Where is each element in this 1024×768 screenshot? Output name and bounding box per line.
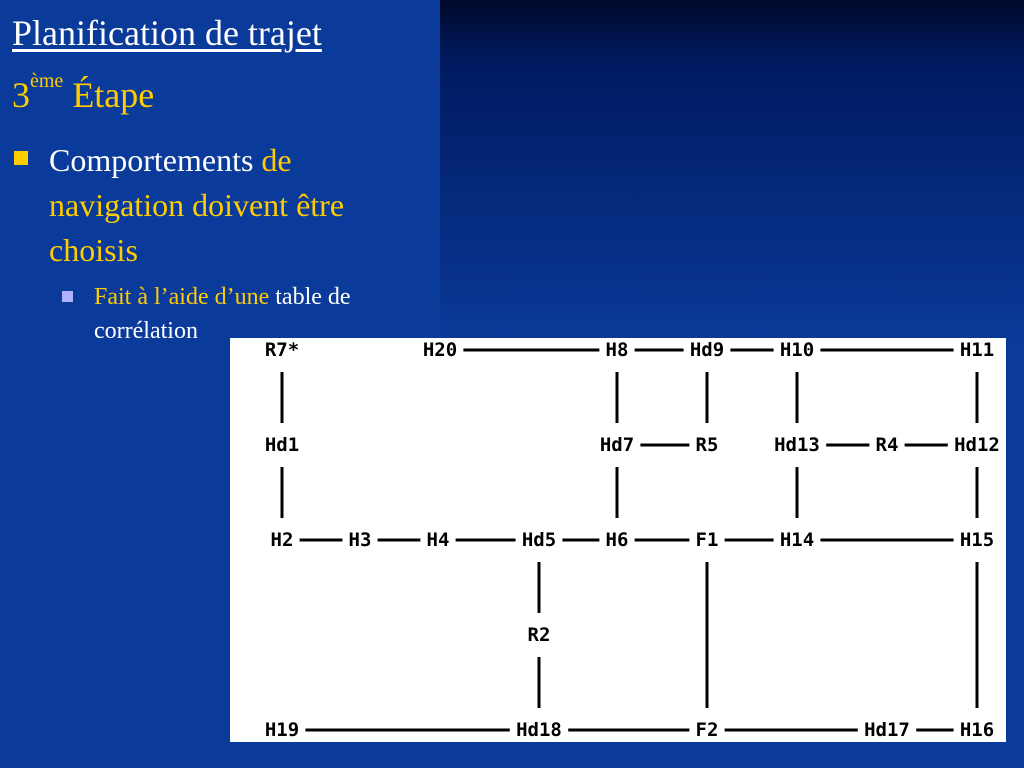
node-H6: H6 <box>605 529 629 551</box>
node-Hd5: Hd5 <box>521 529 557 551</box>
bullet1-part2: de navigation doivent être choisis <box>49 142 345 268</box>
node-H16: H16 <box>959 719 995 741</box>
bullet1-part1: Comportements <box>49 142 254 178</box>
step-word: Étape <box>72 75 155 115</box>
step-number: 3 <box>12 75 30 115</box>
node-R2: R2 <box>527 624 551 646</box>
node-H3: H3 <box>348 529 372 551</box>
node-Hd7: Hd7 <box>599 434 635 456</box>
node-H14: H14 <box>779 529 815 551</box>
node-Hd9: Hd9 <box>689 339 725 361</box>
bullet-level1-text <box>49 138 419 273</box>
node-Hd17: Hd17 <box>864 719 910 741</box>
node-R5: R5 <box>695 434 719 456</box>
node-H20: H20 <box>422 339 458 361</box>
node-F2: F2 <box>695 719 719 741</box>
node-H11: H11 <box>959 339 995 361</box>
correlation-graph <box>230 338 1006 742</box>
bullet2-part2: table de corrélation <box>94 284 351 344</box>
node-H10: H10 <box>779 339 815 361</box>
step-suffix: ème <box>30 70 64 92</box>
node-Hd1: Hd1 <box>264 434 300 456</box>
bullet2-part1: Fait à l’aide d’une <box>94 284 270 310</box>
node-Hd13: Hd13 <box>774 434 820 456</box>
step-heading <box>12 70 155 116</box>
node-Hd12: Hd12 <box>954 434 1000 456</box>
node-H4: H4 <box>426 529 450 551</box>
node-H2: H2 <box>270 529 294 551</box>
node-F1: F1 <box>695 529 719 551</box>
graph-edges <box>282 350 977 730</box>
node-R7: R7* <box>264 339 300 361</box>
node-H15: H15 <box>959 529 995 551</box>
node-R4: R4 <box>875 434 899 456</box>
node-H19: H19 <box>264 719 300 741</box>
slide-title: Planification de trajet <box>12 13 322 53</box>
square-bullet-icon <box>14 151 28 165</box>
correlation-graph-svg <box>230 338 1006 742</box>
square-sub-bullet-icon <box>62 291 73 302</box>
node-Hd18: Hd18 <box>516 719 562 741</box>
node-H8: H8 <box>605 339 629 361</box>
